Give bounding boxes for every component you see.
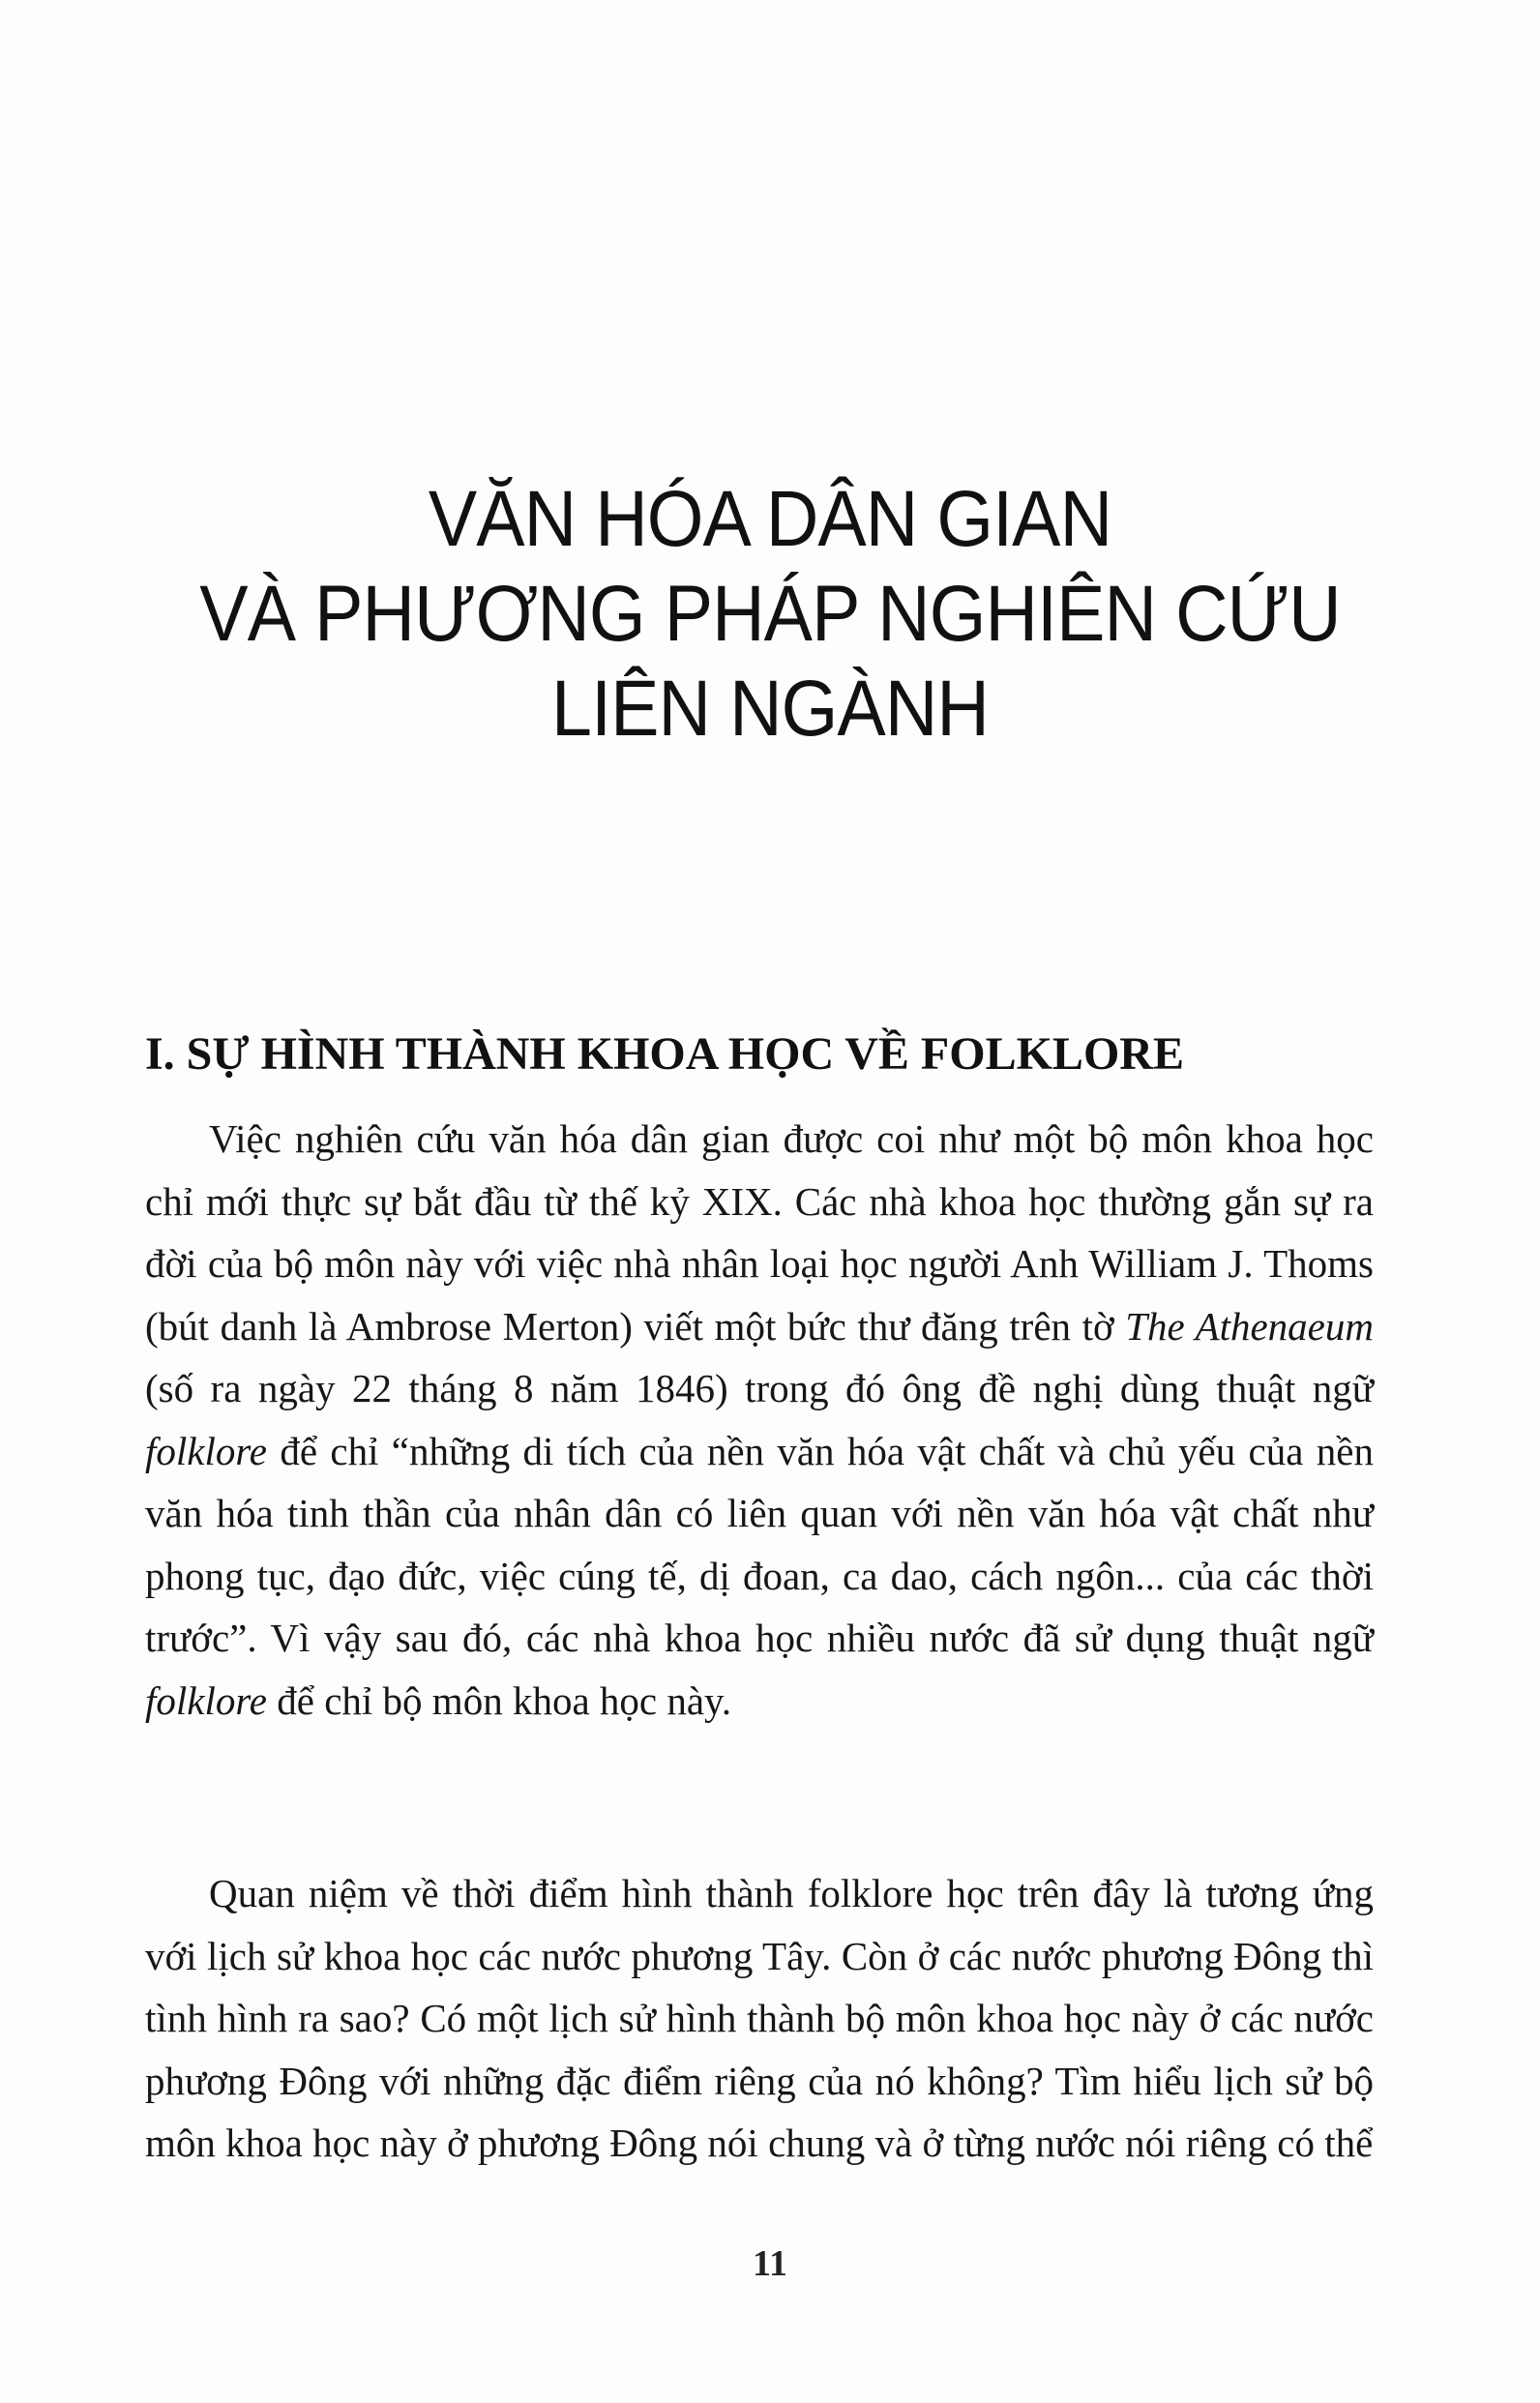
paragraph-1-italic-folklore-1: folklore bbox=[145, 1428, 268, 1473]
paragraph-1-text-d: để chỉ bộ môn khoa học này. bbox=[267, 1677, 732, 1723]
paragraph-1 bbox=[145, 1108, 1374, 1732]
paragraph-1-text-a: Việc nghiên cứu văn hóa dân gian được coi như một bộ môn khoa học chỉ mới thực sự bắt đầu từ thế kỷ XIX. Các nhà khoa học thường gắn sự ra đời của bộ môn này với việc nhà nhân loại học người Anh William J. Thoms (bút danh là Ambrose Merton) viết một bức thư đăng trên tờ bbox=[145, 1116, 1374, 1349]
chapter-title-line-3: LIÊN NGÀNH bbox=[551, 665, 989, 753]
chapter-title-line-1: VĂN HÓA DÂN GIAN bbox=[428, 475, 1112, 563]
chapter-title-line-2: VÀ PHƯƠNG PHÁP NGHIÊN CỨU bbox=[199, 570, 1341, 658]
page-number: 11 bbox=[753, 2243, 787, 2284]
paragraph-1-italic-folklore-2: folklore bbox=[145, 1677, 268, 1723]
paragraph-1-italic-athenaeum: The Athenaeum bbox=[1125, 1303, 1374, 1349]
paragraph-1-text-c: để chỉ “những di tích của nền văn hóa vật chất và chủ yếu của nền văn hóa tinh thần của nhân dân có liên quan với nền văn hóa vật chất như phong tục, đạo đức, việc cúng tế, dị đoan, ca dao, cách ngôn... của các thời trước”. Vì vậy sau đó, các nhà khoa học nhiều nước đã sử dụng thuật ngữ bbox=[145, 1428, 1374, 1660]
chapter-title bbox=[160, 472, 1380, 756]
section-heading: I. SỰ HÌNH THÀNH KHOA HỌC VỀ FOLKLORE bbox=[145, 1028, 1184, 1080]
paragraph-1-text-b: (số ra ngày 22 tháng 8 năm 1846) trong đó ông đề nghị dùng thuật ngữ bbox=[145, 1366, 1374, 1410]
paragraph-2: Quan niệm về thời điểm hình thành folklore học trên đây là tương ứng với lịch sử khoa học các nước phương Tây. Còn ở các nước phương Đông thì tình hình ra sao? Có một lịch sử hình thành bộ môn khoa học này ở các nước phương Đông với những đặc điểm riêng của nó không? Tìm hiểu lịch sử bộ môn khoa học này ở phương Đông nói chung và ở từng nước nói riêng có thể bbox=[145, 1871, 1374, 2165]
